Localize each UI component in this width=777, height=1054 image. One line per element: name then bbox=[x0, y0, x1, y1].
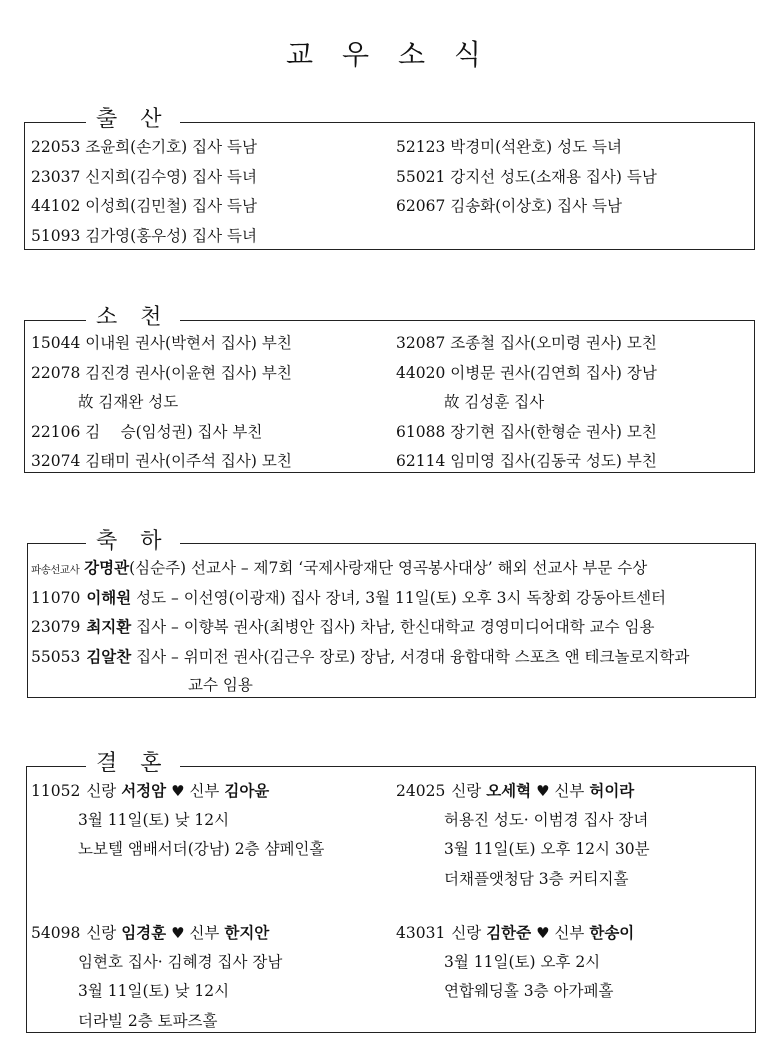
birth-left-column bbox=[31, 133, 257, 251]
congrats-code: 11070 bbox=[31, 588, 81, 607]
wedding-code: 54098 bbox=[31, 924, 81, 942]
heart-icon: ♥ bbox=[536, 924, 550, 942]
wedding-detail: 연합웨딩홀 3층 아가페홀 bbox=[444, 982, 614, 1000]
death-section-title: 소 천 bbox=[86, 306, 180, 330]
congrats-name: 김알찬 bbox=[86, 646, 132, 666]
congrats-code: 23079 bbox=[31, 618, 81, 636]
groom-label: 신랑 bbox=[86, 924, 117, 942]
congrats-entry bbox=[31, 612, 689, 642]
death-entry-deceased: 故 김성훈 집사 bbox=[444, 393, 545, 411]
death-entry: 22078 김진경 권사(이윤현 집사) 부친 bbox=[31, 363, 292, 382]
congrats-entry bbox=[31, 553, 689, 583]
birth-right-column bbox=[396, 133, 657, 222]
wedding-couple-line bbox=[396, 918, 634, 948]
congrats-code: 파송선교사 bbox=[31, 564, 80, 576]
wedding-detail: 임현호 집사· 김혜경 집사 장남 bbox=[78, 952, 283, 971]
congrats-code: 55053 bbox=[31, 647, 81, 666]
birth-entry: 55021 강지선 성도(소재용 집사) 득남 bbox=[396, 167, 657, 186]
wedding-detail: 3월 11일(토) 낮 12시 bbox=[78, 982, 230, 1000]
congrats-text: 집사 – 이향복 권사(최병안 집사) 차남, 한신대학교 경영미디어대학 교수 임용 bbox=[131, 618, 655, 636]
birth-entry: 52123 박경미(석완호) 성도 득녀 bbox=[396, 138, 622, 156]
death-entry: 62114 임미영 집사(김동국 성도) 부친 bbox=[396, 452, 657, 470]
death-entry: 61088 장기현 집사(한형순 권사) 모친 bbox=[396, 422, 657, 441]
wedding-couple-line bbox=[31, 776, 324, 806]
wedding-couple-line bbox=[31, 918, 282, 948]
heart-icon: ♥ bbox=[171, 924, 185, 942]
congrats-text: 집사 – 위미전 권사(김근우 장로) 장남, 서경대 융합대학 스포츠 앤 테크놀로지학과 bbox=[131, 647, 690, 666]
death-right-column bbox=[396, 329, 657, 477]
congrats-column bbox=[31, 553, 689, 701]
congrats-name: 강명관 bbox=[84, 558, 130, 577]
groom-name: 김한준 bbox=[486, 923, 532, 942]
groom-label: 신랑 bbox=[451, 924, 482, 942]
death-entry: 44020 이병문 권사(김연희 집사) 장남 bbox=[396, 363, 657, 382]
bride-label: 신부 bbox=[554, 924, 585, 942]
wedding-detail: 허용진 성도· 이범경 집사 장녀 bbox=[444, 810, 649, 829]
death-left-column bbox=[31, 329, 292, 477]
death-entry: 22106 김 승(임성권) 집사 부친 bbox=[31, 422, 263, 441]
bride-label: 신부 bbox=[554, 782, 585, 800]
page-title: 교 우 소 식 bbox=[286, 38, 491, 71]
birth-entry: 44102 이성희(김민철) 집사 득남 bbox=[31, 197, 257, 215]
wedding-code: 24025 bbox=[396, 782, 446, 800]
congrats-name: 최지환 bbox=[86, 617, 132, 636]
congrats-continuation: 교수 임용 bbox=[188, 676, 253, 694]
groom-label: 신랑 bbox=[451, 782, 482, 800]
birth-section-title: 출 산 bbox=[86, 108, 180, 132]
groom-name: 서정암 bbox=[121, 781, 167, 800]
wedding-detail: 3월 11일(토) 오후 12시 30분 bbox=[444, 840, 650, 858]
congrats-name: 이해원 bbox=[86, 587, 132, 607]
death-entry-deceased: 故 김재완 성도 bbox=[78, 393, 179, 411]
wedding-detail: 3월 11일(토) 낮 12시 bbox=[78, 810, 230, 829]
bride-name: 한지안 bbox=[224, 923, 270, 942]
wedding-code: 43031 bbox=[396, 924, 446, 942]
bride-label: 신부 bbox=[189, 924, 220, 942]
congrats-text: 성도 – 이선영(이광재) 집사 장녀, 3월 11일(토) 오후 3시 독창회 강동아트센터 bbox=[131, 588, 667, 607]
death-entry: 15044 이내원 권사(박현서 집사) 부친 bbox=[31, 334, 292, 352]
bride-label: 신부 bbox=[189, 782, 220, 800]
wedding-section-title: 결 혼 bbox=[86, 752, 180, 776]
birth-entry: 23037 신지희(김수영) 집사 득녀 bbox=[31, 167, 257, 186]
congrats-text: (심순주) 선교사 – 제7회 ‘국제사랑재단 영곡봉사대상’ 해외 선교사 부문 수상 bbox=[129, 559, 648, 577]
groom-label: 신랑 bbox=[86, 782, 117, 800]
heart-icon: ♥ bbox=[536, 782, 550, 800]
heart-icon: ♥ bbox=[171, 782, 185, 800]
death-entry: 32074 김태미 권사(이주석 집사) 모친 bbox=[31, 452, 292, 470]
bride-name: 한송이 bbox=[589, 923, 635, 942]
wedding-entry bbox=[396, 918, 634, 1007]
congrats-entry bbox=[31, 642, 689, 672]
bride-name: 김아윤 bbox=[224, 781, 270, 800]
death-entry: 32087 조종철 집사(오미령 권사) 모친 bbox=[396, 334, 657, 352]
wedding-couple-line bbox=[396, 776, 650, 806]
birth-entry: 62067 김송화(이상호) 집사 득남 bbox=[396, 197, 622, 215]
bride-name: 허이라 bbox=[589, 781, 635, 800]
groom-name: 임경훈 bbox=[121, 923, 167, 942]
wedding-code: 11052 bbox=[31, 782, 81, 800]
wedding-detail: 3월 11일(토) 오후 2시 bbox=[444, 952, 601, 971]
wedding-detail: 노보텔 앰배서더(강남) 2층 샴페인홀 bbox=[78, 840, 325, 858]
birth-entry: 51093 김가영(홍우성) 집사 득녀 bbox=[31, 226, 257, 245]
wedding-detail: 더채플앳청담 3층 커티지홀 bbox=[444, 869, 629, 888]
wedding-detail: 더라빌 2층 토파즈홀 bbox=[78, 1011, 218, 1030]
groom-name: 오세혁 bbox=[486, 781, 532, 800]
wedding-entry bbox=[396, 776, 650, 894]
congrats-entry bbox=[31, 583, 689, 613]
wedding-entry bbox=[31, 918, 282, 1036]
birth-entry: 22053 조윤희(손기호) 집사 득남 bbox=[31, 138, 257, 156]
congrats-section-title: 축 하 bbox=[86, 530, 180, 554]
wedding-entry bbox=[31, 776, 324, 865]
